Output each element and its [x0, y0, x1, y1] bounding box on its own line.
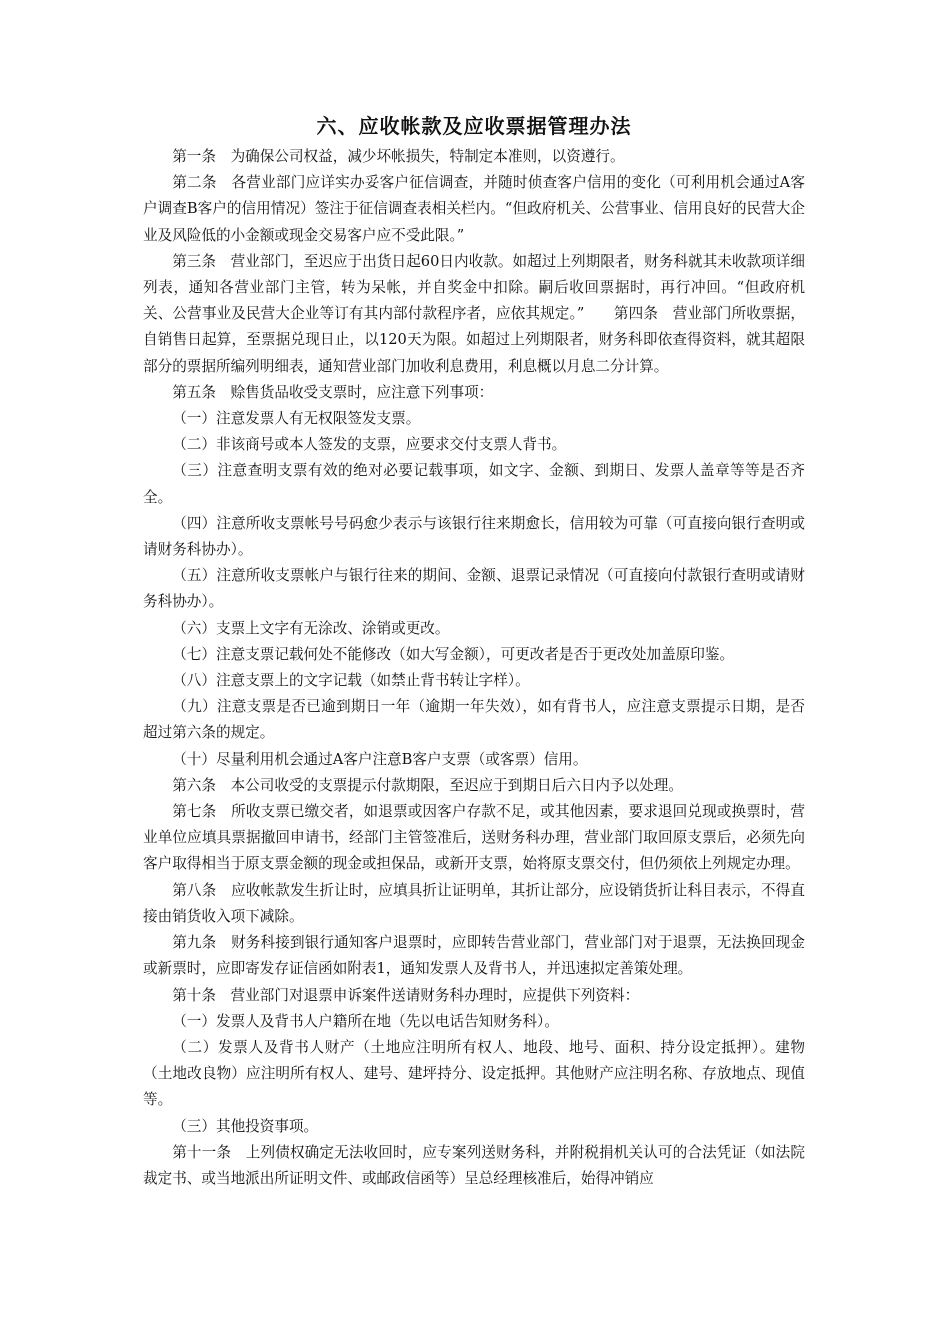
article-5-item-6: （六）支票上文字有无涂改、涂销或更改。 [172, 619, 450, 637]
article-10-item-3: （三）其他投资事项。 [172, 1117, 319, 1135]
article-6: 第六条 本公司收受的支票提示付款期限，至迟应于到期日后六日内予以处理。 [172, 776, 683, 794]
article-1: 第一条 为确保公司权益，减少坏帐损失，特制定本准则，以资遵行。 [172, 148, 625, 165]
article-11: 第十一条 上列债权确定无法收回时，应专案列送财务科，并附税捐机关认可的合法凭证（如法院裁定书、或当地派出所证明文件、或邮政信函等）呈总经理核准后，始得冲销应 [143, 1143, 805, 1187]
article-5-item-3: （三）注意查明支票有效的绝对必要记载事项，如文字、金额、到期日、发票人盖章等等是否齐全。 [143, 462, 805, 506]
article-5-item-10: （十）尽量利用机会通过A客户注意B客户支票（或客票）信用。 [172, 750, 588, 768]
article-5-item-8: （八）注意支票上的文字记载（如禁止背书转让字样）。 [172, 672, 530, 690]
article-3-4: 第三条 营业部门，至迟应于出货日起60日内收款。如超过上列期限者，财务科就其未收款项详细列表，通知各营业部门主管，转为呆帐，并自奖金中扣除。嗣后收回票据时，再行冲回。“但政府机关、公营事业及民营大企业等订有其内部付款程序者，应依其规定。” 第四条 营业部门所收票据，自销售日起算，至票据兑现日止，以120天为限。如超过上列期限者，财务科即依查得资料，就其超限部分的票据所编列明细表，通知营业部门加收利息费用，利息概以月息二分计算。 [143, 252, 805, 375]
article-5-item-7: （七）注意支票记载何处不能修改（如大写金额），可更改者是否于更改处加盖原印鉴。 [172, 645, 735, 663]
document-page [143, 112, 805, 1192]
article-5-item-2: （二）非该商号或本人签发的支票，应要求交付支票人背书。 [172, 436, 567, 454]
article-5-item-9: （九）注意支票是否已逾到期日一年（逾期一年失效），如有背书人，应注意支票提示日期，是否超过第六条的规定。 [143, 698, 805, 742]
document-body [143, 144, 805, 1192]
article-9: 第九条 财务科接到银行通知客户退票时，应即转告营业部门，营业部门对于退票，无法换回现金或新票时，应即寄发存证信函如附表1，通知发票人及背书人，并迅速拟定善策处理。 [143, 934, 805, 978]
article-5-item-5: （五）注意所收支票帐户与银行往来的期间、金额、退票记录情况（可直接向付款银行查明或请财务科协办）。 [143, 567, 805, 611]
article-5-item-4: （四）注意所收支票帐号号码愈少表示与该银行往来期愈长，信用较为可靠（可直接向银行查明或请财务科协办）。 [143, 514, 805, 559]
article-5: 第五条 赊售货品收受支票时，应注意下列事项： [172, 383, 494, 401]
document-title: 六、应收帐款及应收票据管理办法 [316, 114, 632, 138]
article-10-item-2: （二）发票人及背书人财产（土地应注明所有权人、地段、地号、面积、持分设定抵押）。建物（土地改良物）应注明所有权人、建号、建坪持分、设定抵押。其他财产应注明名称、存放地点、现值等。 [143, 1038, 805, 1109]
article-2: 第二条 各营业部门应详实办妥客户征信调查，并随时侦查客户信用的变化（可利用机会通过A客户调查B客户的信用情况）签注于征信调查表相关栏内。“但政府机关、公营事业、信用良好的民营大企业及风险低的小金额或现金交易客户应不受此限。” [143, 174, 805, 244]
article-8: 第八条 应收帐款发生折让时，应填具折让证明单，其折让部分，应设销货折让科目表示，不得直接由销货收入项下减除。 [143, 881, 805, 925]
article-5-item-1: （一）注意发票人有无权限签发支票。 [172, 410, 421, 428]
article-7: 第七条 所收支票已缴交者，如退票或因客户存款不足，或其他因素，要求退回兑现或换票时，营业单位应填具票据撤回申请书，经部门主管签准后，送财务科办理，营业部门取回原支票后，必须先向客户取得相当于原支票金额的现金或担保品，或新开支票，始将原支票交付，但仍须依上列规定办理。 [143, 803, 805, 873]
article-10-item-1: （一）发票人及背书人户籍所在地（先以电话告知财务科）。 [172, 1012, 559, 1030]
article-10: 第十条 营业部门对退票申诉案件送请财务科办理时，应提供下列资料： [172, 986, 640, 1004]
